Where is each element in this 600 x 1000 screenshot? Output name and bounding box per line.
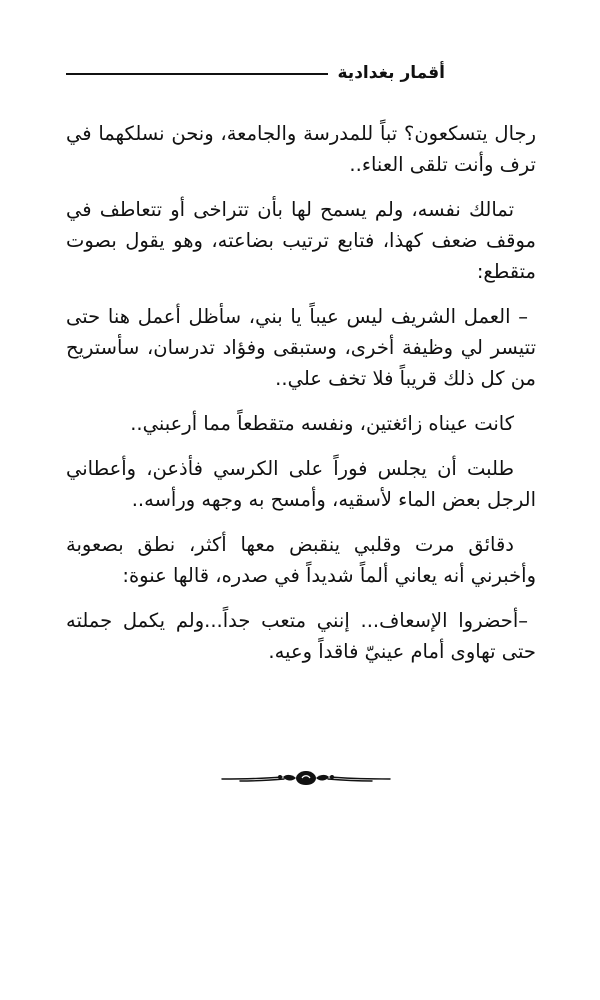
- book-title: أقمار بغدادية: [337, 63, 445, 83]
- paragraph: دقائق مرت وقلبي ينقبض معها أكثر، نطق بصعوبة وأخبرني أنه يعاني ألماً شديداً في صدره، قالها عنوة:: [66, 533, 536, 587]
- header-rule: [66, 73, 328, 75]
- paragraph: –أحضروا الإسعاف... إنني متعب جداً...ولم يكمل جملته حتى تهاوى أمام عينيّ فاقداً وعيه.: [66, 609, 536, 663]
- paragraph: طلبت أن يجلس فوراً على الكرسي فأذعن، وأعطاني الرجل بعض الماء لأسقيه، وأمسح به وجهه ورأسه..: [66, 457, 536, 511]
- paragraph: كانت عيناه زائغتين، ونفسه متقطعاً مما أرعبني..: [130, 412, 514, 435]
- paragraph: رجال يتسكعون؟ تباً للمدرسة والجامعة، ونحن نسلكهما في ترف وأنت تلقى العناء..: [66, 122, 536, 176]
- paragraph: – العمل الشريف ليس عيباً يا بني، سأظل أعمل هنا حتى تتيسر لي وظيفة أخرى، وستبقى وفؤاد تدرسان، سأستريح من كل ذلك قريباً فلا تخف علي..: [66, 305, 536, 390]
- page-body: [66, 118, 536, 681]
- decorative-divider-icon: [220, 768, 392, 788]
- running-header: [66, 58, 445, 88]
- paragraph: تمالك نفسه، ولم يسمح لها بأن تتراخى أو تتعاطف في موقف ضعف كهذا، فتابع ترتيب بضاعته، وهو يقول بصوت متقطع:: [66, 198, 536, 283]
